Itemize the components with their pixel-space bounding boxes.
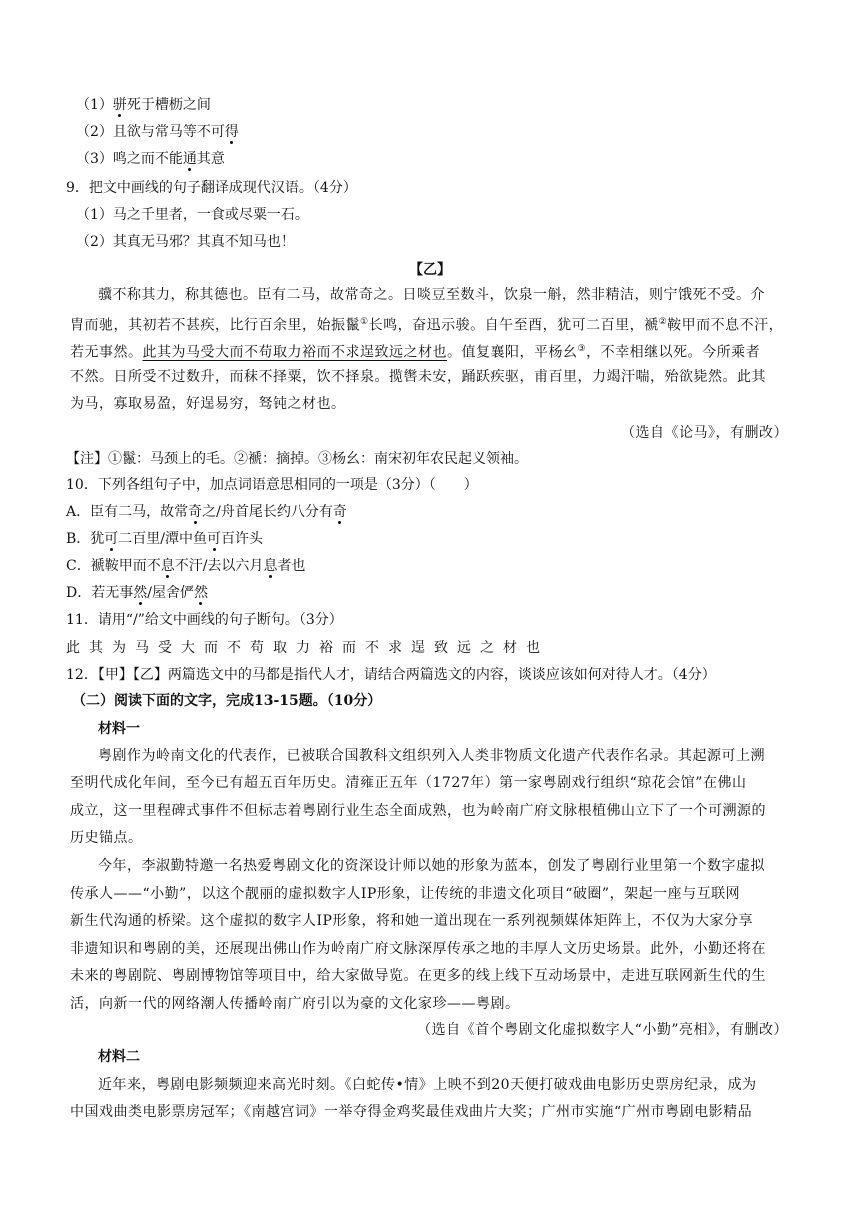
passage-yi-title: 【乙】 [409, 262, 451, 278]
material-1-line: 至明代成化年间，至今已有超五百年历史。清雍正五年（1727年）第一家粤剧戏行组织“琼花会馆”在佛山 [70, 775, 747, 791]
material-1-line: 历史锚点。 [70, 830, 143, 846]
material-1-line: 非遗知识和粤剧的美，还展现出佛山作为岭南广府文脉深厚传承之地的丰厚人文历史场景。此外，小勤还将在 [70, 941, 766, 957]
passage-yi-source: （选自《论马》，有删改） [621, 425, 788, 441]
q11-stem: 11．请用“/”给文中画线的句子断句。（3分） [66, 612, 343, 628]
q8-item-3: （3）鸣之而不能通其意 [76, 151, 225, 167]
material-2-label: 材料二 [98, 1049, 140, 1065]
passage-yi-line-2: 胄而驰，其初若不甚疾，比行百余里，始振鬣①长鸣，奋迅示骏。自午至酉，犹可二百里，褫②鞍甲而不息不汗， [70, 317, 784, 334]
passage-yi-line-3: 若无事然。此其为马受大而不苟取力裕而不求逞致远之材也。值复襄阳，平杨幺③，不幸相继以死。今所乘者 [70, 344, 761, 361]
q10-option-a: A．臣有二马，故常奇之/舟首尾长约八分有奇 [66, 504, 347, 520]
material-1-line: 传承人——“小勤”，以这个靓丽的虚拟数字人IP形象，让传统的非遗文化项目“破圈”，架起一座与互联网 [70, 886, 741, 902]
material-1-line: 新生代沟通的桥梁。这个虚拟的数字人IP形象，将和她一道出现在一系列视频媒体矩阵上，不仅为大家分享 [70, 913, 753, 929]
q8-item-2: （2）且欲与常马等不可得 [76, 124, 239, 140]
material-1-line: 今年，李淑勤特邀一名热爱粤剧文化的资深设计师以她的形象为蓝本，创发了粤剧行业里第一个数字虚拟 [98, 858, 765, 874]
q10-option-d: D．若无事然/屋舍俨然 [66, 585, 208, 601]
q10-option-c: C．褫鞍甲而不息不汗/去以六月息者也 [66, 558, 306, 574]
material-2-line: 近年来，粤剧电影频频迎来高光时刻。《白蛇传•情》上映不到20天便打破戏曲电影历史票房纪录，成为 [98, 1077, 757, 1093]
material-1-line: 未来的粤剧院、粤剧博物馆等项目中，给大家做导览。在更多的线上线下互动场景中，走进互联网新生代的生 [70, 968, 766, 984]
material-1-source: （选自《首个粤剧文化虚拟数字人“小勤”亮相》，有删改） [417, 1022, 788, 1038]
q10-stem: 10．下列各组句子中，加点词语意思相同的一项是（3分）（ ） [66, 477, 478, 493]
material-1-line: 成立，这一里程碑式事件不但标志着粤剧行业生态全面成熟，也为岭南广府文脉根植佛山立下了一个可溯源的 [70, 803, 766, 819]
passage-yi-line-1: 骥不称其力，称其德也。臣有二马，故常奇之。日啖豆至数斗，饮泉一斛，然非精洁，则宁饿死不受。介 [98, 287, 765, 303]
q9-item-2: （2）其真无马邪？其真不知马也！ [76, 234, 295, 250]
q12-stem: 12．【甲】【乙】两篇选文中的马都是指代人才，请结合两篇选文的内容，谈谈应该如何对待人才。（4分） [66, 667, 716, 683]
material-1-line: 活，向新一代的网络潮人传播岭南广府引以为豪的文化家珍——粤剧。 [70, 996, 520, 1012]
passage-yi-line-4: 不然。日所受不过数升，而秣不择粟，饮不择泉。揽辔未安，踊跃疾驱，甫百里，力竭汗喘，殆欲毙然。此其 [70, 369, 766, 385]
q8-item-1: （1）骈死于槽枥之间 [76, 97, 211, 113]
passage-yi-note: 【注】①鬣：马颈上的毛。②褫：摘掉。③杨幺：南宋初年农民起义领袖。 [66, 451, 528, 467]
q10-option-b: B．犹可二百里/潭中鱼可百许头 [66, 531, 264, 547]
q11-sentence: 此其为马受大而不苟取力裕而不求逞致远之材也 [66, 640, 549, 656]
section-2-heading: （二）阅读下面的文字，完成13-15题。（10分） [72, 693, 382, 709]
q9-item-1: （1）马之千里者，一食或尽粟一石。 [76, 207, 309, 223]
underlined-sentence: 此其为马受大而不苟取力裕而不求逞致远之材也 [142, 344, 447, 361]
q9-stem: 9．把文中画线的句子翻译成现代汉语。（4分） [66, 180, 357, 196]
material-1-label: 材料一 [98, 721, 140, 737]
material-2-line: 中国戏曲类电影票房冠军；《南越宫词》一举夺得金鸡奖最佳戏曲片大奖；广州市实施“广州市粤剧电影精品 [70, 1104, 753, 1120]
material-1-line: 粤剧作为岭南文化的代表作，已被联合国教科文组织列入人类非物质文化遗产代表作名录。其起源可上溯 [98, 748, 765, 764]
passage-yi-line-5: 为马，寡取易盈，好逞易穷，驽钝之材也。 [70, 396, 346, 412]
